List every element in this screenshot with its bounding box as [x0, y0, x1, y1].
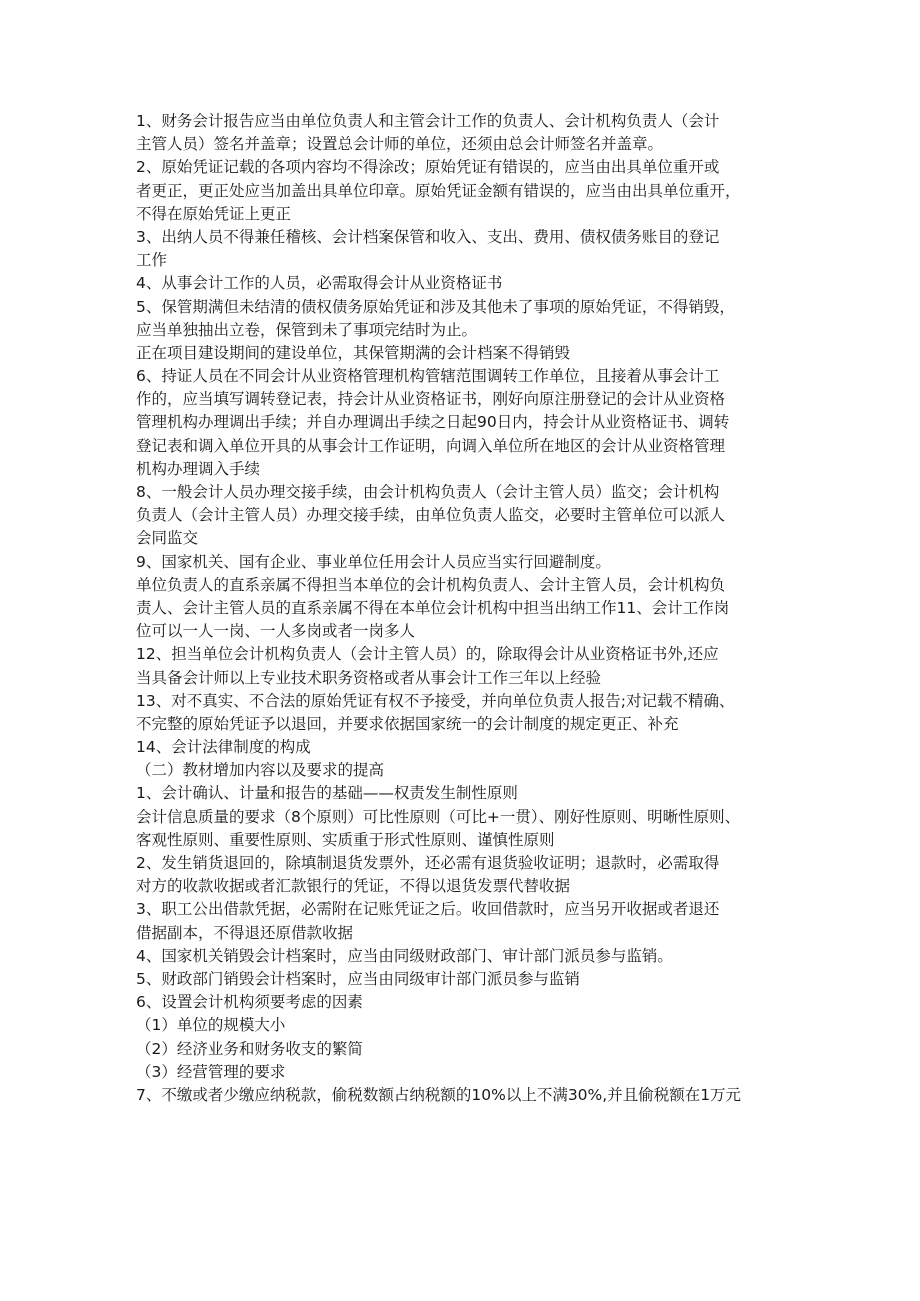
text-line: 单位负责人的直系亲属不得担当本单位的会计机构负责人、会计主管人员，会计机构负: [136, 575, 726, 594]
text-line: 对方的收款收据或者汇款银行的凭证，不得以退货发票代替收据: [136, 877, 571, 896]
text-line: 6、设置会计机构须要考虑的因素: [136, 993, 363, 1012]
text-line: 位可以一人一岗、一人多岗或者一岗多人: [136, 622, 416, 641]
list-item: （1）单位的规模大小: [136, 1016, 286, 1035]
text-line: 14、会计法律制度的构成: [136, 738, 311, 757]
text-line: 机构办理调入手续: [136, 459, 261, 478]
text-line: 13、对不真实、不合法的原始凭证有权不予接受，并向单位负责人报告;对记载不精确、: [136, 691, 735, 710]
text-line: 8、一般会计人员办理交接手续，由会计机构负责人（会计主管人员）监交；会计机构: [136, 483, 720, 501]
text-line: 2、发生销货退回的，除填制退货发票外，还必需有退货验收证明；退款时，必需取得: [136, 854, 720, 872]
text-line: 工作: [136, 251, 168, 270]
text-line: 不完整的原始凭证予以退回，并要求依据国家统一的会计制度的规定更正、补充: [136, 714, 679, 733]
section-heading: （二）教材增加内容以及要求的提高: [136, 761, 385, 780]
text-line: 5、保管期满但未结清的债权债务原始凭证和涉及其他未了事项的原始凭证，不得销毁，: [136, 297, 735, 316]
text-line: 借据副本，不得退还原借款收据: [136, 923, 354, 942]
text-line: 2、原始凭证记载的各项内容均不得涂改；原始凭证有错误的，应当由出具单位重开或: [136, 158, 720, 177]
text-line: 作的，应当填写调转登记表，持会计从业资格证书，刚好向原注册登记的会计从业资格: [136, 390, 726, 409]
text-line: 会同监交: [136, 529, 199, 548]
text-line: 客观性原则、重要性原则、实质重于形式性原则、谨慎性原则: [136, 830, 555, 849]
document-body: [136, 110, 796, 1107]
text-line: 1、会计确认、计量和报告的基础——权责发生制性原则: [136, 784, 518, 803]
text-line: 主管人员）签名并盖章；设置总会计师的单位，还须由总会计师签名并盖章。: [136, 135, 664, 154]
text-line: 者更正，更正处应当加盖出具单位印章。原始凭证金额有错误的，应当由出具单位重开，: [136, 181, 741, 200]
text-line: 3、出纳人员不得兼任稽核、会计档案保管和收入、支出、费用、债权债务账目的登记: [136, 227, 720, 246]
text-line: 当具备会计师以上专业技术职务资格或者从事会计工作三年以上经验: [136, 668, 602, 687]
text-line: 负责人（会计主管人员）办理交接手续，由单位负责人监交，必要时主管单位可以派人: [136, 506, 726, 525]
text-line: 9、国家机关、国有企业、事业单位任用会计人员应当实行回避制度。: [136, 552, 611, 571]
text-line: 4、从事会计工作的人员，必需取得会计从业资格证书: [136, 274, 503, 293]
text-line: 6、持证人员在不同会计从业资格管理机构管辖范围调转工作单位，且接着从事会计工: [136, 367, 720, 386]
text-line: 4、国家机关销毁会计档案时，应当由同级财政部门、审计部门派员参与监销。: [136, 946, 673, 965]
text-line: 5、财政部门销毁会计档案时，应当由同级审计部门派员参与监销: [136, 969, 580, 988]
text-line: 12、担当单位会计机构负责人（会计主管人员）的，除取得会计从业资格证书外,还应: [136, 645, 719, 664]
text-line: 3、职工公出借款凭据，必需附在记账凭证之后。收回借款时，应当另开收据或者退还: [136, 900, 720, 919]
text-line: 不得在原始凭证上更正: [136, 204, 292, 223]
text-line: 7、不缴或者少缴应纳税款，偷税数额占纳税额的10%以上不满30%,并且偷税额在1万元: [136, 1085, 742, 1104]
text-line: 应当单独抽出立卷，保管到未了事项完结时为止。: [136, 320, 478, 339]
list-item: （2）经济业务和财务收支的繁简: [136, 1039, 363, 1058]
text-line: 管理机构办理调出手续；并自办理调出手续之日起90日内，持会计从业资格证书、调转: [136, 413, 730, 432]
text-line: 1、财务会计报告应当由单位负责人和主管会计工作的负责人、会计机构负责人（会计: [136, 112, 720, 130]
text-line: 登记表和调入单位开具的从事会计工作证明，向调入单位所在地区的会计从业资格管理: [136, 436, 726, 455]
text-line: 正在项目建设期间的建设单位，其保管期满的会计档案不得销毁: [136, 343, 571, 362]
list-item: （3）经营管理的要求: [136, 1062, 286, 1081]
text-line: 会计信息质量的要求（8个原则）可比性原则（可比+一贯）、刚好性原则、明晰性原则、: [136, 807, 741, 826]
text-line: 责人、会计主管人员的直系亲属不得在本单位会计机构中担当出纳工作11、会计工作岗: [136, 598, 730, 617]
